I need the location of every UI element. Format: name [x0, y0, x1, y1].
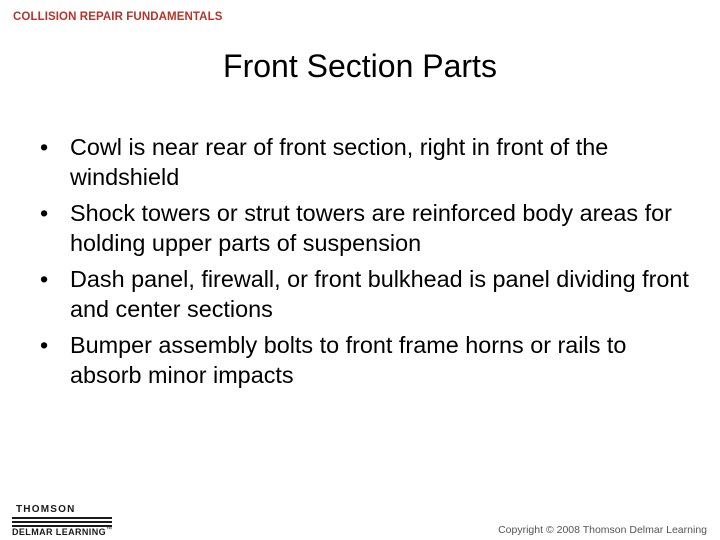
logo-stripe — [12, 521, 112, 523]
logo-top-text: THOMSON — [16, 504, 76, 515]
bullet-item — [40, 331, 700, 390]
bullet-item — [40, 133, 700, 192]
slide-title: Front Section Parts — [223, 48, 497, 84]
bullet-text: Dash panel, firewall, or front bulkhead is panel dividing front and center sections — [70, 266, 689, 322]
bullet-marker: • — [40, 332, 49, 358]
bullet-marker: • — [40, 200, 49, 226]
bullet-marker: • — [40, 266, 49, 292]
bullet-list — [40, 133, 700, 397]
bullet-text: Bumper assembly bolts to front frame horns or rails to absorb minor impacts — [70, 332, 627, 388]
bullet-text: Cowl is near rear of front section, right in front of the windshield — [70, 134, 609, 190]
bullet-text: Shock towers or strut towers are reinforced body areas for holding upper parts of suspension — [70, 200, 672, 256]
bullet-item — [40, 265, 700, 324]
thomson-delmar-logo — [12, 504, 112, 538]
bullet-marker: • — [40, 134, 49, 160]
logo-bottom-text: DELMAR LEARNING™ — [12, 527, 113, 537]
bullet-item — [40, 199, 700, 258]
course-header: COLLISION REPAIR FUNDAMENTALS — [13, 11, 223, 23]
copyright-notice: Copyright © 2008 Thomson Delmar Learning — [498, 524, 707, 536]
logo-stripe — [12, 517, 112, 519]
